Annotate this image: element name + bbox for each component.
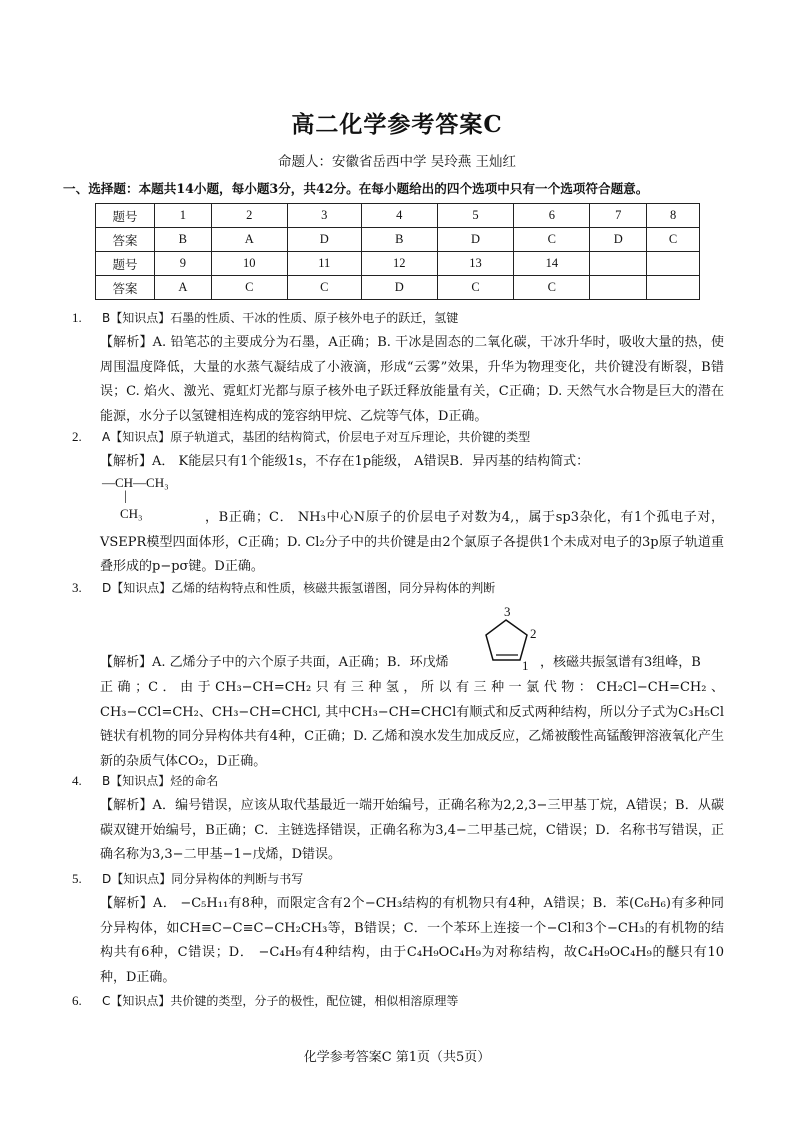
q1-analysis: 【解析】A. 铅笔芯的主要成分为石墨，A正确；B. 干冰是固态的二氧化碳，干冰升华时，吸收大量的热，使周围温度降低，大量的水蒸气凝结成了小液滴，形成“云雾”效果，升华为物理变化，共价键没有断裂，B错误；C. 焰火、激光、霓虹灯光都与原子核外电子跃迁释放能量有关，C正确；D. 天然气水合物是巨大的潜在能源，水分子以氢键相连构成的笼容纳甲烷、乙烷等气体，D正确。 [100,335,724,424]
table-cell: C [647,228,700,252]
table-cell: D [287,228,361,252]
table-cell: 3 [287,204,361,228]
table-cell: 11 [287,252,361,276]
table-row [96,228,700,252]
q2-knowledge-point: A【知识点】原子轨道式，基团的结构简式，价层电子对互斥理论，共价键的类型 [102,430,531,444]
table-cell: 答案 [96,276,155,300]
table-cell: 答案 [96,228,155,252]
q6-knowledge-point: C【知识点】共价键的类型，分子的极性，配位键，相似相溶原理等 [102,994,459,1008]
table-cell: 题号 [96,252,155,276]
table-cell: 4 [361,204,437,228]
table-cell: D [590,228,647,252]
ring-label-1: 1 [522,658,529,672]
isopropyl-bond-line: | [124,489,127,504]
q6-heading [72,989,732,1015]
table-cell: A [211,228,287,252]
q3-analysis-after-ring: ，核磁共振氢谱有3组峰，B [540,655,701,670]
table-cell [590,276,647,300]
q2-analysis-line1: 【解析】A． K能层只有1个能级1s，不存在1p能级， A错误B．异丙基的结构简式： [100,454,590,469]
table-cell: 13 [437,252,513,276]
q3-analysis-rest: 正确；C．由于CH₃−CH=CH₂只有三种氢，所以有三种一氯代物：CH₂Cl−CH=CH₂、CH₃−CCl=CH₂、CH₃−CH=CHCl, 其中CH₃−CH=CHCl有顺式和反式两种结构，所以分子式为C₃H₅Cl链状有机物的同分异构体共有4种，C正确；D. 乙烯和溴水发生加成反应，乙烯被酸性高锰酸钾溶液氧化产生新的杂质气体CO₂，D正确。 [100,680,724,769]
table-cell: 14 [514,252,590,276]
table-cell [647,276,700,300]
q5-knowledge-point: D【知识点】同分异构体的判断与书写 [102,872,304,886]
q3-heading [72,576,732,602]
q5-analysis: 【解析】A． −C₅H₁₁有8种，而限定含有2个−CH₃结构的有机物只有4种，A错误；B．苯(C₆H₆)有多种同分异构体，如CH≡C−C≡C−CH₂CH₃等，B错误；C．一个苯环上连接一个−Cl和3个−CH₃的有机物的结构共有6种，C错误；D． −C₄H₉有4种结构，由于C₄H₉OC₄H₉为对称结构，故C₄H₉OC₄H₉的醚只有10种，D正确。 [100,896,724,985]
authors-line: 命题人：安徽省岳西中学 吴玲燕 王灿红 [277,154,517,170]
q3-number: 3. [72,580,82,595]
q3-knowledge-point: D【知识点】乙烯的结构特点和性质，核磁共振氢谱图，同分异构体的判断 [102,581,496,595]
q2-heading [72,425,732,451]
table-cell: D [437,228,513,252]
table-row [96,276,700,300]
table-cell: 2 [211,204,287,228]
table-cell: 8 [647,204,700,228]
isopropyl-formula-bottom: CH₃ [120,506,143,521]
table-cell: 12 [361,252,437,276]
table-cell: 9 [155,252,212,276]
page-title: 高二化学参考答案C [291,111,503,138]
q5-number: 5. [72,871,82,886]
table-cell: C [437,276,513,300]
q4-analysis: 【解析】A．编号错误，应该从取代基最近一端开始编号，正确名称为2,2,3−三甲基丁烷，A错误；B．从碳碳双键开始编号，B正确；C．主链选择错误，正确名称为3,4−二甲基己烷，C错误；D．名称书写错误，正确名称为3,3−二甲基−1−戊烯，D错误。 [100,798,724,862]
table-row [96,252,700,276]
q1-number: 1. [72,310,82,325]
table-cell [590,252,647,276]
q2-number: 2. [72,429,82,444]
table-cell: 6 [514,204,590,228]
table-cell: 5 [437,204,513,228]
table-cell: A [155,276,212,300]
q4-number: 4. [72,773,82,788]
table-cell [647,252,700,276]
table-cell: 7 [590,204,647,228]
table-row [96,204,700,228]
q5-heading [72,867,732,893]
q6-number: 6. [72,993,82,1008]
q1-heading [72,306,732,332]
table-cell: B [361,228,437,252]
table-cell: 题号 [96,204,155,228]
q3-analysis-lead: 【解析】A. 乙烯分子中的六个原子共面，A正确；B．环戊烯 [100,655,449,670]
q2-analysis-rest: ，B正确；C． NH₃中心N原子的价层电子对数为4,，属于sp3杂化，有1个孤电子对， VSEPR模型四面体形，C正确；D. Cl₂分子中的共价键是由2个氯原子各提供1个未成对电子的3p原子轨道重叠形成的p−pσ键。D正确。 [100,510,724,574]
table-cell: C [514,228,590,252]
table-cell: B [155,228,212,252]
isopropyl-formula-top: —CH—CH₃ [102,475,169,490]
table-cell: 1 [155,204,212,228]
table-cell: C [211,276,287,300]
ring-label-2: 2 [530,626,537,641]
answer-table [95,203,700,300]
q4-heading [72,769,732,795]
table-cell: 10 [211,252,287,276]
page-footer: 化学参考答案C 第1页（共5页） [303,1050,491,1065]
table-cell: D [361,276,437,300]
q1-knowledge-point: B【知识点】石墨的性质、干冰的性质、原子核外电子的跃迁，氢键 [102,311,459,325]
ring-label-3: 3 [504,604,511,619]
section-heading: 一、选择题：本题共14小题，每小题3分，共42分。在每小题给出的四个选项中只有一个选项符合题意。 [63,181,649,196]
q4-knowledge-point: B【知识点】烃的命名 [102,774,219,788]
table-cell: C [287,276,361,300]
table-cell: C [514,276,590,300]
